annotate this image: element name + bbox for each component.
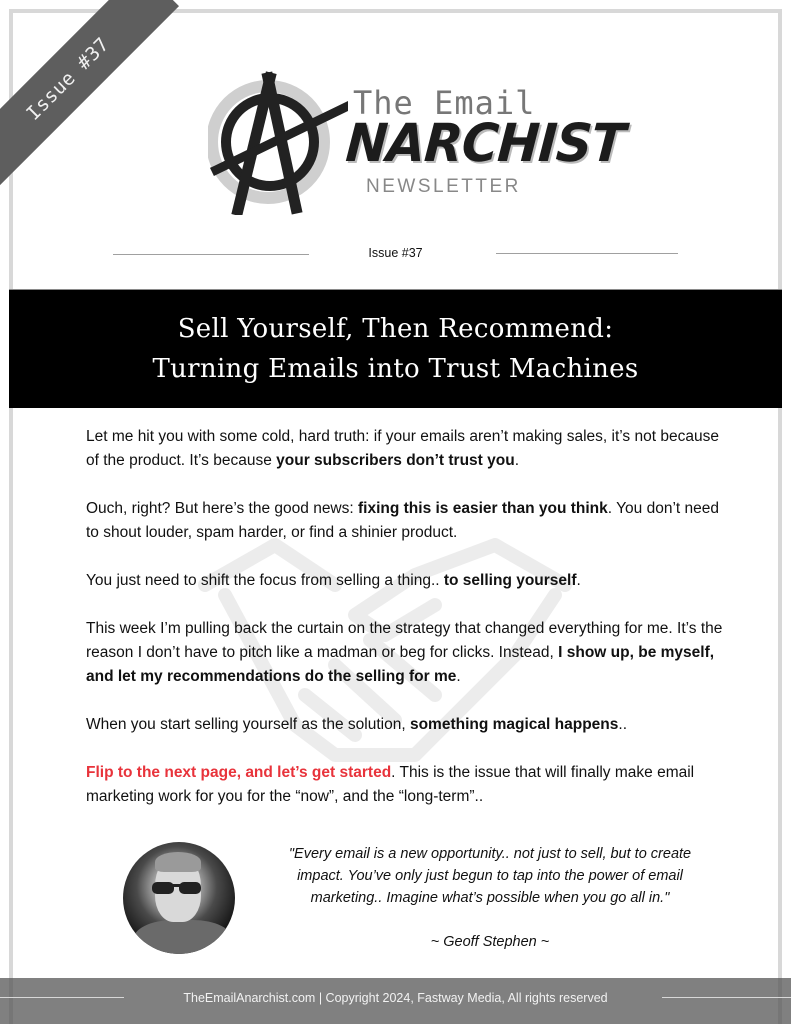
avatar-shirt [133, 920, 233, 954]
paragraph-3: You just need to shift the focus from selling a thing.. to selling yourself. [86, 572, 581, 589]
newsletter-logo [208, 70, 627, 215]
logo-anarchist-text: NARCHIST [343, 112, 627, 174]
issue-ribbon-corner [0, 0, 200, 200]
page-title-line-1: Sell Yourself, Then Recommend: [177, 314, 614, 344]
paragraph-1: Let me hit you with some cold, hard truth: if your emails aren’t making sales, it’s not because of the product. It’s because your subscribers don’t trust you. [86, 428, 719, 469]
issue-ribbon: Issue #37 [0, 0, 179, 190]
sunglasses-icon [151, 880, 203, 896]
emphasis: fixing this is easier than you think [358, 500, 608, 517]
article-body [86, 425, 726, 833]
quote-text: "Every email is a new opportunity.. not just to sell, but to create impact. You’ve only just begun to tap into the power of email marketing.. Imagine what’s possible when you go all in." [288, 846, 692, 906]
footer-copyright: TheEmailAnarchist.com | Copyright 2024, Fastway Media, All rights reserved [183, 991, 608, 1005]
paragraph-4: This week I’m pulling back the curtain on the strategy that changed everything for me. It’s the reason I don’t have to pitch like a madman or beg for clicks. Instead, I show up, be myself, and let my recommendations do the selling for me. [86, 620, 723, 685]
emphasis: something magical happens [409, 716, 619, 733]
avatar-hair [155, 852, 201, 872]
call-to-action-text: Flip to the next page, and let’s get started [86, 764, 392, 781]
emphasis: to selling yourself [443, 572, 577, 589]
footer-line-right [662, 997, 791, 998]
page-title-line-2: Turning Emails into Trust Machines [152, 354, 639, 384]
paragraph-5: When you start selling yourself as the solution, something magical happens.. [86, 716, 628, 733]
anarchy-a-icon [208, 70, 348, 215]
issue-number: Issue #37 [368, 246, 423, 260]
logo-the-email-text: The Email [353, 84, 536, 122]
paragraph-2: Ouch, right? But here’s the good news: fixing this is easier than you think. You don’t need to shout louder, spam harder, or find a shinier product. [86, 500, 719, 541]
emphasis: your subscribers don’t trust you [276, 452, 515, 469]
issue-divider [0, 243, 791, 267]
title-banner [9, 289, 782, 408]
quote-author: ~ Geoff Stephen ~ [430, 934, 550, 950]
divider-line-right [496, 253, 678, 254]
paragraph-6: Flip to the next page, and let’s get started. This is the issue that will finally make email marketing work for you for the “now”, and the “long-term”.. [86, 764, 695, 805]
emphasis: I show up, be myself, and let my recommendations do the selling for me [86, 644, 715, 685]
page-footer [0, 978, 791, 1024]
author-avatar [123, 842, 235, 954]
author-quote [270, 843, 710, 953]
logo-newsletter-text: NEWSLETTER [366, 176, 521, 197]
